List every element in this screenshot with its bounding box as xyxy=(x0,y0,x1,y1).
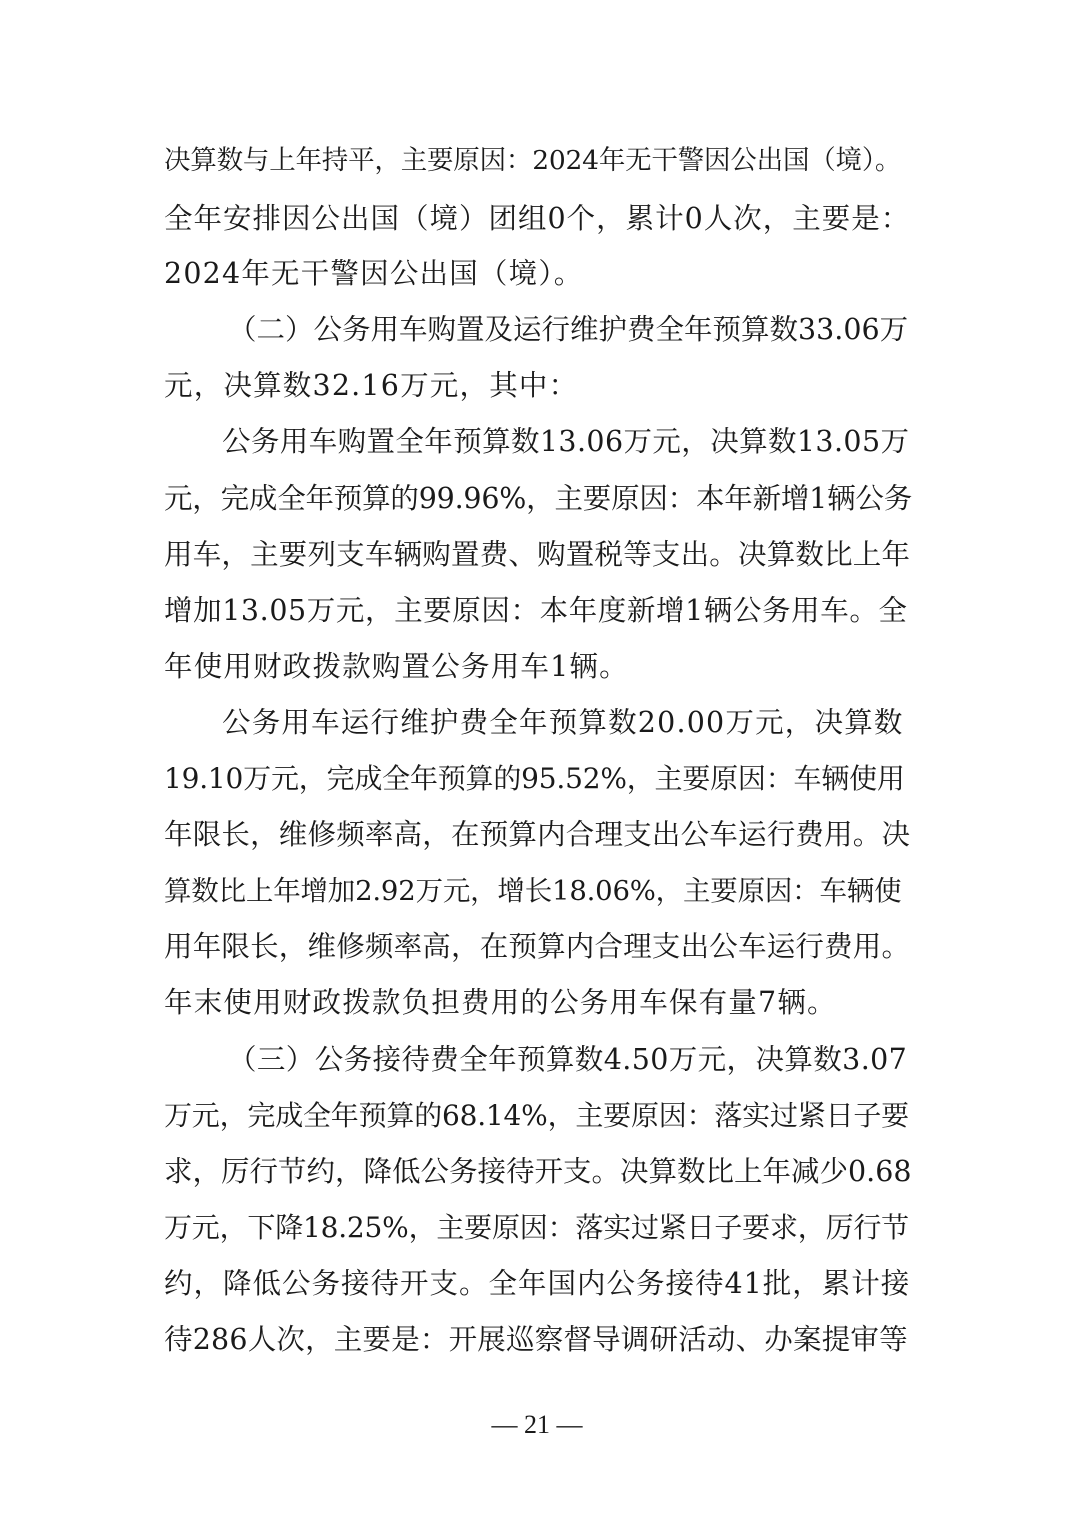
text-line: 2024年无干警因公出国（境）。 xyxy=(164,257,584,290)
text-line: 增加13.05万元，主要原因：本年度新增1辆公务用车。全 xyxy=(164,594,908,627)
text-line: 全年安排因公出国（境）团组0个，累计0人次，主要是： xyxy=(164,202,911,235)
text-line: 决算数与上年持平，主要原因：2024年无干警因公出国（境）。 xyxy=(164,145,902,176)
text-line: 用车，主要列支车辆购置费、购置税等支出。决算数比上年 xyxy=(164,538,911,571)
text-line: 约，降低公务接待开支。全年国内公务接待41批，累计接 xyxy=(164,1267,911,1300)
text-line: 万元，完成全年预算的68.14%，主要原因：落实过紧日子要 xyxy=(164,1099,909,1132)
text-line: 年限长，维修频率高，在预算内合理支出公车运行费用。决 xyxy=(164,818,911,851)
text-line: 算数比上年增加2.92万元，增长18.06%，主要原因：车辆使 xyxy=(164,875,902,907)
text-line: 年末使用财政拨款负担费用的公务用车保有量7辆。 xyxy=(164,986,837,1019)
text-line: 用年限长，维修频率高，在预算内合理支出公车运行费用。 xyxy=(164,930,911,963)
paragraph-start: 公务用车运行维护费全年预算数20.00万元，决算数 xyxy=(222,706,904,739)
text-line: 元，完成全年预算的99.96%，主要原因：本年新增1辆公务 xyxy=(164,482,913,515)
text-line: 待286人次，主要是：开展巡察督导调研活动、办案提审等 xyxy=(164,1323,908,1356)
paragraph-start: 公务用车购置全年预算数13.06万元，决算数13.05万 xyxy=(222,425,910,458)
text-line: 19.10万元，完成全年预算的95.52%，主要原因：车辆使用 xyxy=(164,762,905,795)
text-line: 年使用财政拨款购置公务用车1辆。 xyxy=(164,650,629,683)
text-line: 求，厉行节约，降低公务接待开支。决算数比上年减少0.68 xyxy=(164,1155,912,1188)
page-number: — 21 — xyxy=(491,1410,583,1439)
text-line: 万元，下降18.25%，主要原因：落实过紧日子要求，厉行节 xyxy=(164,1211,909,1244)
section-heading-vehicles: （二）公务用车购置及运行维护费全年预算数33.06万 xyxy=(228,313,909,346)
section-heading-reception: （三）公务接待费全年预算数4.50万元，决算数3.07 xyxy=(228,1043,908,1076)
text-line: 元，决算数32.16万元，其中： xyxy=(164,369,579,402)
